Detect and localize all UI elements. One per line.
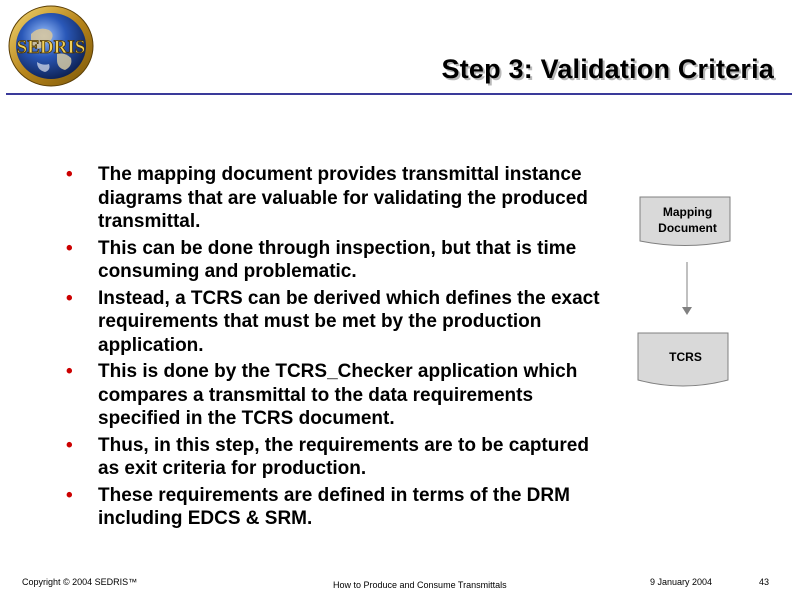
bullet-item	[66, 163, 611, 234]
slide-title: Step 3: Validation Criteria	[441, 54, 774, 84]
sedris-globe-logo-icon	[7, 4, 95, 88]
bullet-item	[66, 484, 611, 531]
bullet-text: Instead, a TCRS can be derived which defines the exact requirements that must be met by the production application.	[98, 287, 600, 356]
bullet-text: This is done by the TCRS_Checker application which compares a transmittal to the data requirements specified in the TCRS document.	[98, 361, 578, 429]
bullet-text: Thus, in this step, the requirements are to be captured as exit criteria for production.	[98, 434, 589, 479]
footer-date: 9 January 2004	[650, 577, 713, 587]
tcrs-document-label: TCRS	[669, 350, 702, 364]
bullet-text: This can be done through inspection, but that is time consuming and problematic.	[98, 237, 577, 282]
bullet-item	[66, 360, 611, 431]
logo-text: SEDRIS	[16, 37, 86, 58]
sedris-logo	[7, 4, 95, 88]
down-arrow-icon	[682, 307, 692, 315]
title-divider	[6, 93, 792, 95]
bullet-text: These requirements are defined in terms of the DRM including EDCS & SRM.	[98, 484, 570, 529]
mapping-document-label-line2: Document	[658, 221, 717, 235]
bullet-item	[66, 237, 611, 284]
bullet-icon: •	[66, 434, 73, 456]
bullet-icon: •	[66, 484, 73, 506]
mapping-document-label	[630, 204, 740, 236]
footer-copyright: Copyright © 2004 SEDRIS™	[22, 577, 138, 587]
bullet-icon: •	[66, 361, 73, 382]
bullet-item	[66, 287, 611, 358]
bullet-text: The mapping document provides transmittal instance diagrams that are valuable for validating the produced transmittal.	[98, 164, 588, 232]
bullet-icon: •	[66, 287, 73, 309]
bullet-list	[66, 163, 611, 534]
footer-presentation-title: How to Produce and Consume Transmittals	[333, 580, 507, 590]
validation-flow-diagram	[630, 190, 740, 400]
bullet-item	[66, 434, 611, 481]
footer-page-number: 43	[759, 577, 770, 587]
mapping-document-label-line1: Mapping	[662, 205, 713, 219]
bullet-icon: •	[66, 164, 73, 185]
bullet-icon: •	[66, 237, 73, 259]
